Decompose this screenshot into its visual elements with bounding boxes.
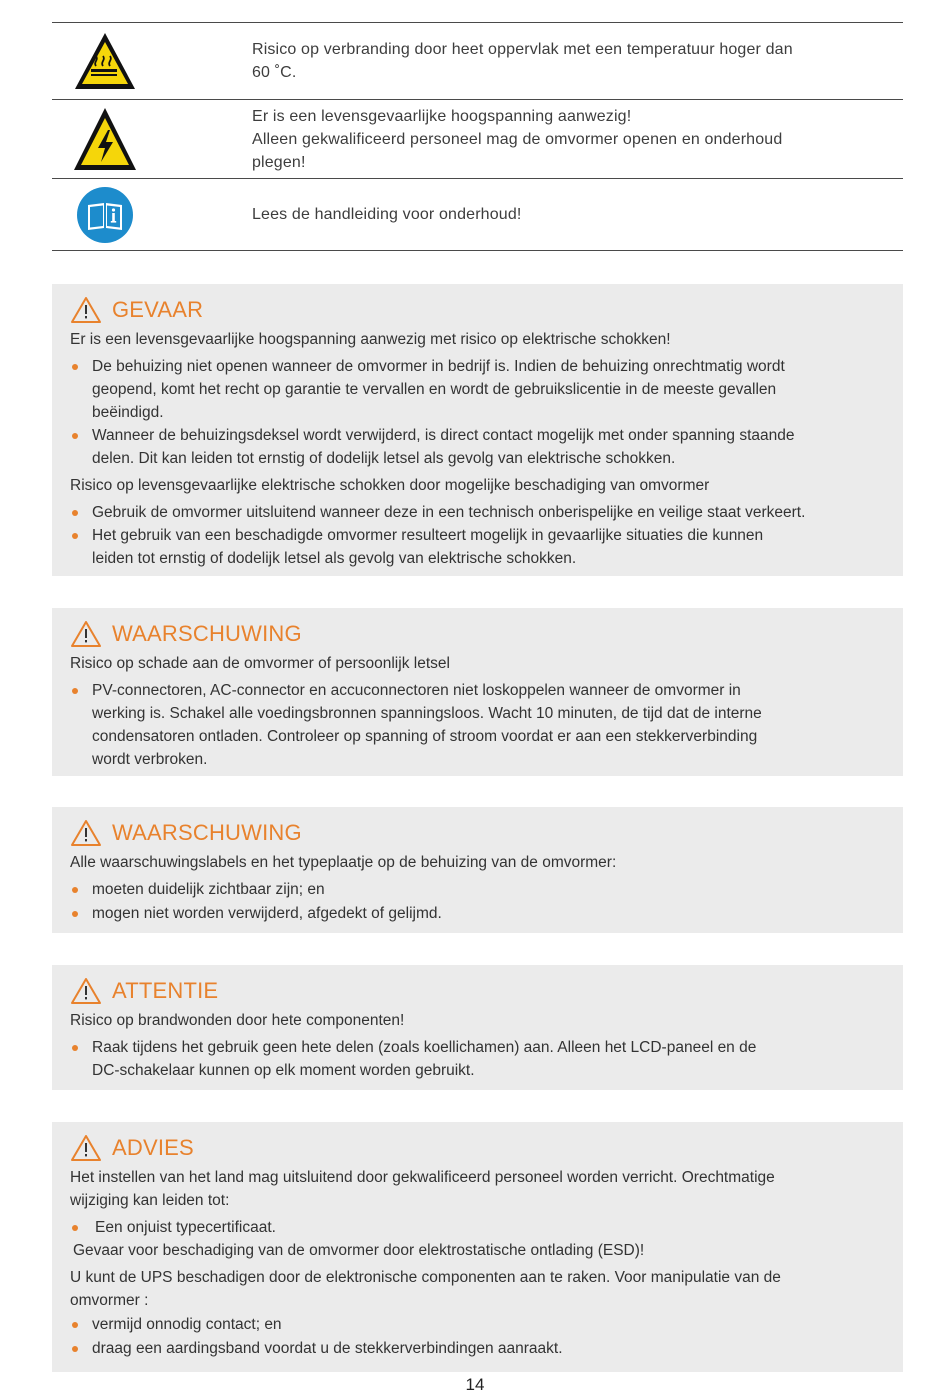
list-item [70,1313,903,1336]
box-title: ATTENTIE [112,978,219,1003]
bullet-dot [72,911,78,917]
text-line: draag een aardingsband voordat u de stekkerverbindingen aanraakt. [92,1340,563,1357]
text-line: PV-connectoren, AC-connector en accuconnectoren niet loskoppelen wanneer de omvormer in [92,682,741,699]
text-line: Het instellen van het land mag uitsluitend door gekwalificeerd personeel worden verricht. Orechtmatige [70,1169,775,1186]
text-line: Er is een levensgevaarlijke hoogspanning aanwezig! [252,107,632,125]
bullet-dot [72,688,78,694]
text-line: mogen niet worden verwijderd, afgedekt of gelijmd. [92,905,442,922]
warning-triangle-icon [70,819,102,847]
attention-box [52,965,903,1090]
page-number: 14 [465,1375,485,1394]
text-line: vermijd onnodig contact; en [92,1316,282,1333]
box-intro: Risico op schade aan de omvormer of persoonlijk letsel [70,655,450,672]
box-intro: Er is een levensgevaarlijke hoogspanning aanwezig met risico op elektrische schokken! [70,331,671,348]
bullet-dot [72,1045,78,1051]
text-line: U kunt de UPS beschadigen door de elektronische componenten aan te raken. Voor manipulatie van de [70,1269,781,1286]
list-item [70,1337,903,1360]
text-line: delen. Dit kan leiden tot ernstig of dodelijk letsel als gevolg van elektrische schokken. [92,450,676,467]
list-item [70,878,903,901]
warning-box-1 [52,608,903,776]
box-title: GEVAAR [112,297,204,322]
text-line: moeten duidelijk zichtbaar zijn; en [92,881,325,898]
bullet-dot [72,364,78,370]
danger-box [52,284,903,576]
warning-triangle-icon [70,1134,102,1162]
bullet-dot [72,510,78,516]
text-line: Gebruik de omvormer uitsluitend wanneer deze in een technisch onberispelijke en veilige staat verkeert. [92,504,806,521]
bullet-dot [72,533,78,539]
list-item [70,902,903,925]
text-line: Alleen gekwalificeerd personeel mag de omvormer openen en onderhoud [252,130,783,148]
text-line: beëindigd. [92,404,164,421]
symbol-description [252,203,521,226]
symbol-description [252,38,793,84]
box-header [70,620,903,648]
symbol-row-high-voltage [52,99,903,178]
warning-triangle-icon [70,977,102,1005]
box-header [70,977,903,1005]
text-line: wordt verbroken. [92,751,208,768]
text-line: 60 ˚C. [252,64,297,81]
text-line: Lees de handleiding voor onderhoud! [252,206,522,223]
box-title: WAARSCHUWING [112,621,302,646]
safety-symbols-table [52,22,903,251]
box-header [70,1134,903,1162]
list-item [70,524,903,570]
symbol-row-hot-surface [52,22,903,99]
list-item [70,1216,903,1239]
text-line: Wanneer de behuizingsdeksel wordt verwijderd, is direct contact mogelijk met onder spanning staande [92,427,795,444]
box-header [70,819,903,847]
text-line: leiden tot ernstig of dodelijk letsel als gevolg van elektrische schokken. [92,550,577,567]
high-voltage-warning-icon [52,106,252,172]
box-paragraph: Risico op levensgevaarlijke elektrische schokken door mogelijke beschadiging van omvormer [70,477,710,494]
text-line: Het gebruik van een beschadigde omvormer resulteert mogelijk in gevaarlijke situaties die kunnen [92,527,764,544]
list-item [70,355,903,424]
text-line: condensatoren ontladen. Controleer op spanning of stroom voordat er aan een stekkerverbinding [92,728,758,745]
text-line: wijziging kan leiden tot: [70,1192,230,1209]
text-line: Een onjuist typecertificaat. [95,1219,276,1236]
warning-box-2 [52,807,903,933]
text-line: De behuizing niet openen wanneer de omvormer in bedrijf is. Indien de behuizing onrechtmatig wordt [92,358,785,375]
list-item [70,679,903,771]
text-line: geopend, komt het recht op garantie te vervallen en wordt de gebruikslicentie in de meeste gevallen [92,381,777,398]
box-paragraph: Gevaar voor beschadiging van de omvormer door elektrostatische ontlading (ESD)! [73,1242,645,1259]
text-line: omvormer : [70,1292,149,1309]
bullet-dot [72,1346,78,1352]
box-intro: Risico op brandwonden door hete componenten! [70,1012,405,1029]
list-item [70,424,903,470]
list-item [70,1036,903,1082]
text-line: Raak tijdens het gebruik geen hete delen (zoals koellichamen) aan. Alleen het LCD-paneel en de [92,1039,757,1056]
box-header [70,296,903,324]
box-title: ADVIES [112,1135,194,1160]
bullet-dot [72,433,78,439]
text-line: werking is. Schakel alle voedingsbronnen spanningsloos. Wacht 10 minuten, de tijd dat de interne [92,705,762,722]
text-line: plegen! [252,153,306,171]
box-title: WAARSCHUWING [112,820,302,845]
symbol-row-read-manual [52,178,903,251]
read-manual-icon [52,186,252,244]
advice-box [52,1122,903,1372]
warning-triangle-icon [70,620,102,648]
bullet-dot [72,1322,78,1328]
bullet-dot [72,1225,78,1231]
warning-triangle-icon [70,296,102,324]
box-intro: Alle waarschuwingslabels en het typeplaatje op de behuizing van de omvormer: [70,854,617,871]
text-line: DC-schakelaar kunnen op elk moment worden gebruikt. [92,1062,475,1079]
list-item [70,501,903,524]
hot-surface-warning-icon [52,30,252,92]
text-line: Risico op verbranding door heet oppervlak met een temperatuur hoger dan [252,41,793,58]
bullet-dot [72,887,78,893]
symbol-description [252,105,782,174]
